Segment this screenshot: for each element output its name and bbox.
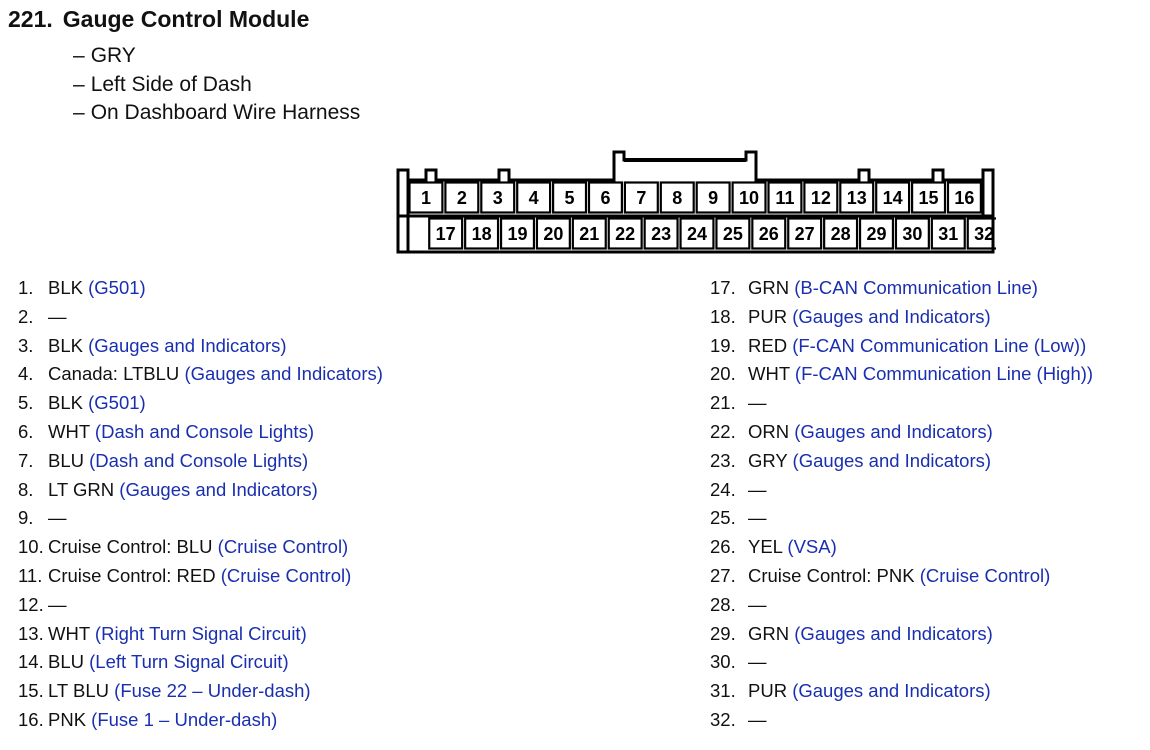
pin-number-label: 2 bbox=[456, 188, 467, 208]
pin-number-label: 12 bbox=[810, 188, 831, 208]
wire-color: RED bbox=[748, 334, 788, 356]
pin-number-label: 30 bbox=[902, 224, 923, 244]
wire-color: — bbox=[48, 305, 67, 327]
pin-number-label: 18 bbox=[471, 224, 492, 244]
pin-number-label: 5 bbox=[564, 188, 575, 208]
wire-color: WHT bbox=[48, 622, 90, 644]
circuit-link[interactable]: (Fuse 1 – Under-dash) bbox=[86, 708, 278, 730]
circuit-link[interactable]: (Gauges and Indicators) bbox=[787, 449, 992, 471]
pin-number: 4. bbox=[18, 363, 34, 385]
pin-number: 26. bbox=[710, 536, 736, 558]
page-title bbox=[8, 6, 309, 33]
pin-row bbox=[710, 620, 1093, 649]
pin-number: 23. bbox=[710, 449, 736, 471]
pin-number: 13. bbox=[18, 622, 44, 644]
pin-number-label: 29 bbox=[866, 224, 887, 244]
pin-number: 18. bbox=[710, 305, 736, 327]
pin-row bbox=[710, 274, 1093, 303]
wire-color: BLK bbox=[48, 334, 83, 356]
pin-number-label: 11 bbox=[775, 188, 795, 208]
pin-row bbox=[18, 389, 383, 418]
wire-color: Canada: LTBLU bbox=[48, 363, 185, 385]
wire-color: — bbox=[48, 593, 67, 615]
pin-number: 30. bbox=[710, 651, 736, 673]
pin-list-left bbox=[18, 274, 383, 735]
pin-number: 19. bbox=[710, 334, 736, 356]
pin-number-label: 3 bbox=[492, 188, 503, 208]
wire-color: — bbox=[748, 708, 767, 730]
wire-color: — bbox=[748, 593, 767, 615]
pin-row bbox=[710, 332, 1093, 361]
pin-row bbox=[710, 360, 1093, 389]
pin-number-label: 20 bbox=[543, 224, 564, 244]
circuit-link[interactable]: (F-CAN Communication Line (Low)) bbox=[787, 334, 1087, 356]
pin-row bbox=[18, 677, 383, 706]
pin-row bbox=[18, 533, 383, 562]
wire-color: — bbox=[748, 478, 767, 500]
wire-color: BLK bbox=[48, 392, 83, 414]
pin-number-label: 28 bbox=[830, 224, 851, 244]
wire-color: YEL bbox=[748, 536, 783, 558]
pin-row bbox=[18, 476, 383, 505]
circuit-link[interactable]: (G501) bbox=[82, 392, 146, 414]
circuit-link[interactable]: (Gauges and Indicators) bbox=[789, 420, 993, 442]
pin-number: 6. bbox=[18, 420, 34, 442]
pin-row bbox=[710, 303, 1093, 332]
pin-number: 28. bbox=[710, 593, 736, 615]
pin-number: 7. bbox=[18, 449, 34, 471]
pin-row bbox=[18, 620, 383, 649]
circuit-link[interactable]: (Cruise Control) bbox=[215, 564, 352, 586]
pin-row bbox=[18, 706, 383, 735]
pin-row bbox=[710, 476, 1093, 505]
wire-color: Cruise Control: PNK bbox=[748, 564, 915, 586]
connector-diagram bbox=[396, 148, 996, 256]
pin-number-label: 4 bbox=[528, 188, 539, 208]
bullet-dash: – bbox=[73, 101, 85, 124]
pin-number: 16. bbox=[18, 708, 44, 730]
wire-color: Cruise Control: BLU bbox=[48, 536, 213, 558]
pin-number: 12. bbox=[18, 593, 44, 615]
wire-color: PUR bbox=[748, 305, 788, 327]
wire-color: WHT bbox=[748, 363, 790, 385]
pin-number-label: 15 bbox=[918, 188, 939, 208]
pin-row bbox=[710, 706, 1093, 735]
wire-color: — bbox=[748, 392, 767, 414]
pin-row bbox=[18, 562, 383, 591]
pin-number: 29. bbox=[710, 622, 736, 644]
wire-color: ORN bbox=[748, 420, 790, 442]
pin-row bbox=[710, 418, 1093, 447]
pin-row bbox=[18, 447, 383, 476]
pin-row bbox=[18, 504, 383, 533]
pin-number-label: 27 bbox=[794, 224, 815, 244]
connector-harness: – On Dashboard Wire Harness bbox=[73, 101, 361, 124]
circuit-link[interactable]: (Gauges and Indicators) bbox=[789, 622, 993, 644]
pin-number: 32. bbox=[710, 708, 736, 730]
pin-row bbox=[710, 504, 1093, 533]
pin-number: 22. bbox=[710, 420, 736, 442]
pin-number-label: 22 bbox=[615, 224, 636, 244]
pin-number-label: 23 bbox=[651, 224, 672, 244]
pin-row bbox=[710, 677, 1093, 706]
wire-color: GRY bbox=[748, 449, 788, 471]
pin-row bbox=[18, 591, 383, 620]
pin-number: 27. bbox=[710, 564, 736, 586]
pin-number: 17. bbox=[710, 277, 736, 298]
section-number: 221. bbox=[8, 6, 53, 32]
wire-color: BLK bbox=[48, 277, 83, 298]
connector-location: – Left Side of Dash bbox=[73, 72, 252, 96]
pin-number: 10. bbox=[18, 536, 44, 558]
wire-color: — bbox=[748, 651, 767, 673]
pin-number-label: 14 bbox=[882, 188, 903, 208]
wire-color: Cruise Control: RED bbox=[48, 564, 216, 586]
wire-color: LT BLU bbox=[48, 680, 110, 702]
pin-number-label: 16 bbox=[954, 188, 975, 208]
pin-row bbox=[18, 418, 383, 447]
pin-number: 31. bbox=[710, 680, 736, 702]
pin-number: 25. bbox=[710, 507, 736, 529]
pin-number-label: 25 bbox=[722, 224, 743, 244]
pin-number-label: 8 bbox=[672, 188, 683, 208]
pin-number-label: 26 bbox=[758, 224, 779, 244]
pin-row bbox=[710, 562, 1093, 591]
pin-number: 2. bbox=[18, 305, 34, 327]
circuit-link[interactable]: (Dash and Console Lights) bbox=[89, 420, 314, 442]
pin-row bbox=[710, 648, 1093, 677]
pin-number: 14. bbox=[18, 651, 44, 673]
circuit-link[interactable]: (Fuse 22 – Under-dash) bbox=[109, 680, 311, 702]
circuit-link[interactable]: (Gauges and Indicators) bbox=[114, 478, 318, 500]
pin-number-label: 10 bbox=[739, 188, 760, 208]
connector-color: – GRY bbox=[73, 44, 136, 67]
circuit-link[interactable]: (F-CAN Communication Line (High)) bbox=[789, 363, 1094, 385]
pin-row bbox=[18, 303, 383, 332]
wire-color: LT GRN bbox=[48, 478, 115, 500]
circuit-link[interactable]: (Right Turn Signal Circuit) bbox=[89, 622, 307, 644]
wire-color: PNK bbox=[48, 708, 87, 730]
pin-number: 3. bbox=[18, 334, 34, 356]
module-name: Gauge Control Module bbox=[62, 6, 310, 32]
pin-number-label: 6 bbox=[600, 188, 611, 208]
module-details bbox=[73, 42, 360, 128]
pin-row bbox=[18, 648, 383, 677]
circuit-link[interactable]: (VSA) bbox=[782, 536, 837, 558]
pin-row bbox=[18, 360, 383, 389]
circuit-link[interactable]: (Dash and Console Lights) bbox=[84, 449, 309, 471]
circuit-link[interactable]: (Gauges and Indicators) bbox=[787, 305, 991, 327]
pin-number-label: 19 bbox=[507, 224, 528, 244]
pin-number-label: 9 bbox=[708, 188, 719, 208]
circuit-link[interactable]: (Cruise Control) bbox=[212, 536, 349, 558]
wire-color: — bbox=[48, 507, 67, 529]
wire-color: BLU bbox=[48, 449, 84, 471]
pin-number: 21. bbox=[710, 392, 736, 414]
circuit-link[interactable]: (Gauges and Indicators) bbox=[82, 334, 287, 356]
pin-number: 24. bbox=[710, 478, 736, 500]
pin-row bbox=[18, 274, 383, 303]
circuit-link[interactable]: (B-CAN Communication Line) bbox=[789, 277, 1038, 298]
wire-color: WHT bbox=[48, 420, 90, 442]
pin-list-right bbox=[710, 274, 1093, 735]
pin-row bbox=[710, 591, 1093, 620]
wire-color: GRN bbox=[748, 622, 790, 644]
pin-row bbox=[710, 389, 1093, 418]
wire-color: GRN bbox=[748, 277, 790, 298]
pin-number: 11. bbox=[18, 564, 43, 586]
pin-row bbox=[710, 447, 1093, 476]
wire-color: PUR bbox=[748, 680, 788, 702]
circuit-link[interactable]: (Gauges and Indicators) bbox=[787, 680, 991, 702]
pin-row bbox=[710, 533, 1093, 562]
pin-number: 8. bbox=[18, 478, 34, 500]
pin-number-label: 32 bbox=[974, 224, 995, 244]
pin-row bbox=[18, 332, 383, 361]
pin-number-label: 17 bbox=[435, 224, 456, 244]
bullet-dash: – bbox=[73, 72, 85, 96]
pin-number: 5. bbox=[18, 392, 34, 414]
wire-color: — bbox=[748, 507, 767, 529]
pin-number: 15. bbox=[18, 680, 44, 702]
circuit-link[interactable]: (G501) bbox=[82, 277, 146, 298]
pin-number-label: 24 bbox=[686, 224, 708, 244]
pin-number-label: 7 bbox=[636, 188, 647, 208]
pin-number-label: 31 bbox=[938, 224, 959, 244]
pin-number: 20. bbox=[710, 363, 736, 385]
circuit-link[interactable]: (Gauges and Indicators) bbox=[184, 363, 383, 385]
pin-number: 1. bbox=[18, 277, 34, 298]
circuit-link[interactable]: (Cruise Control) bbox=[914, 564, 1051, 586]
pin-number-label: 1 bbox=[420, 188, 431, 208]
pin-number-label: 13 bbox=[846, 188, 867, 208]
pin-number: 9. bbox=[18, 507, 34, 529]
circuit-link[interactable]: (Left Turn Signal Circuit) bbox=[84, 651, 289, 673]
pin-number-label: 21 bbox=[579, 224, 600, 244]
bullet-dash: – bbox=[73, 44, 85, 67]
wire-color: BLU bbox=[48, 651, 84, 673]
